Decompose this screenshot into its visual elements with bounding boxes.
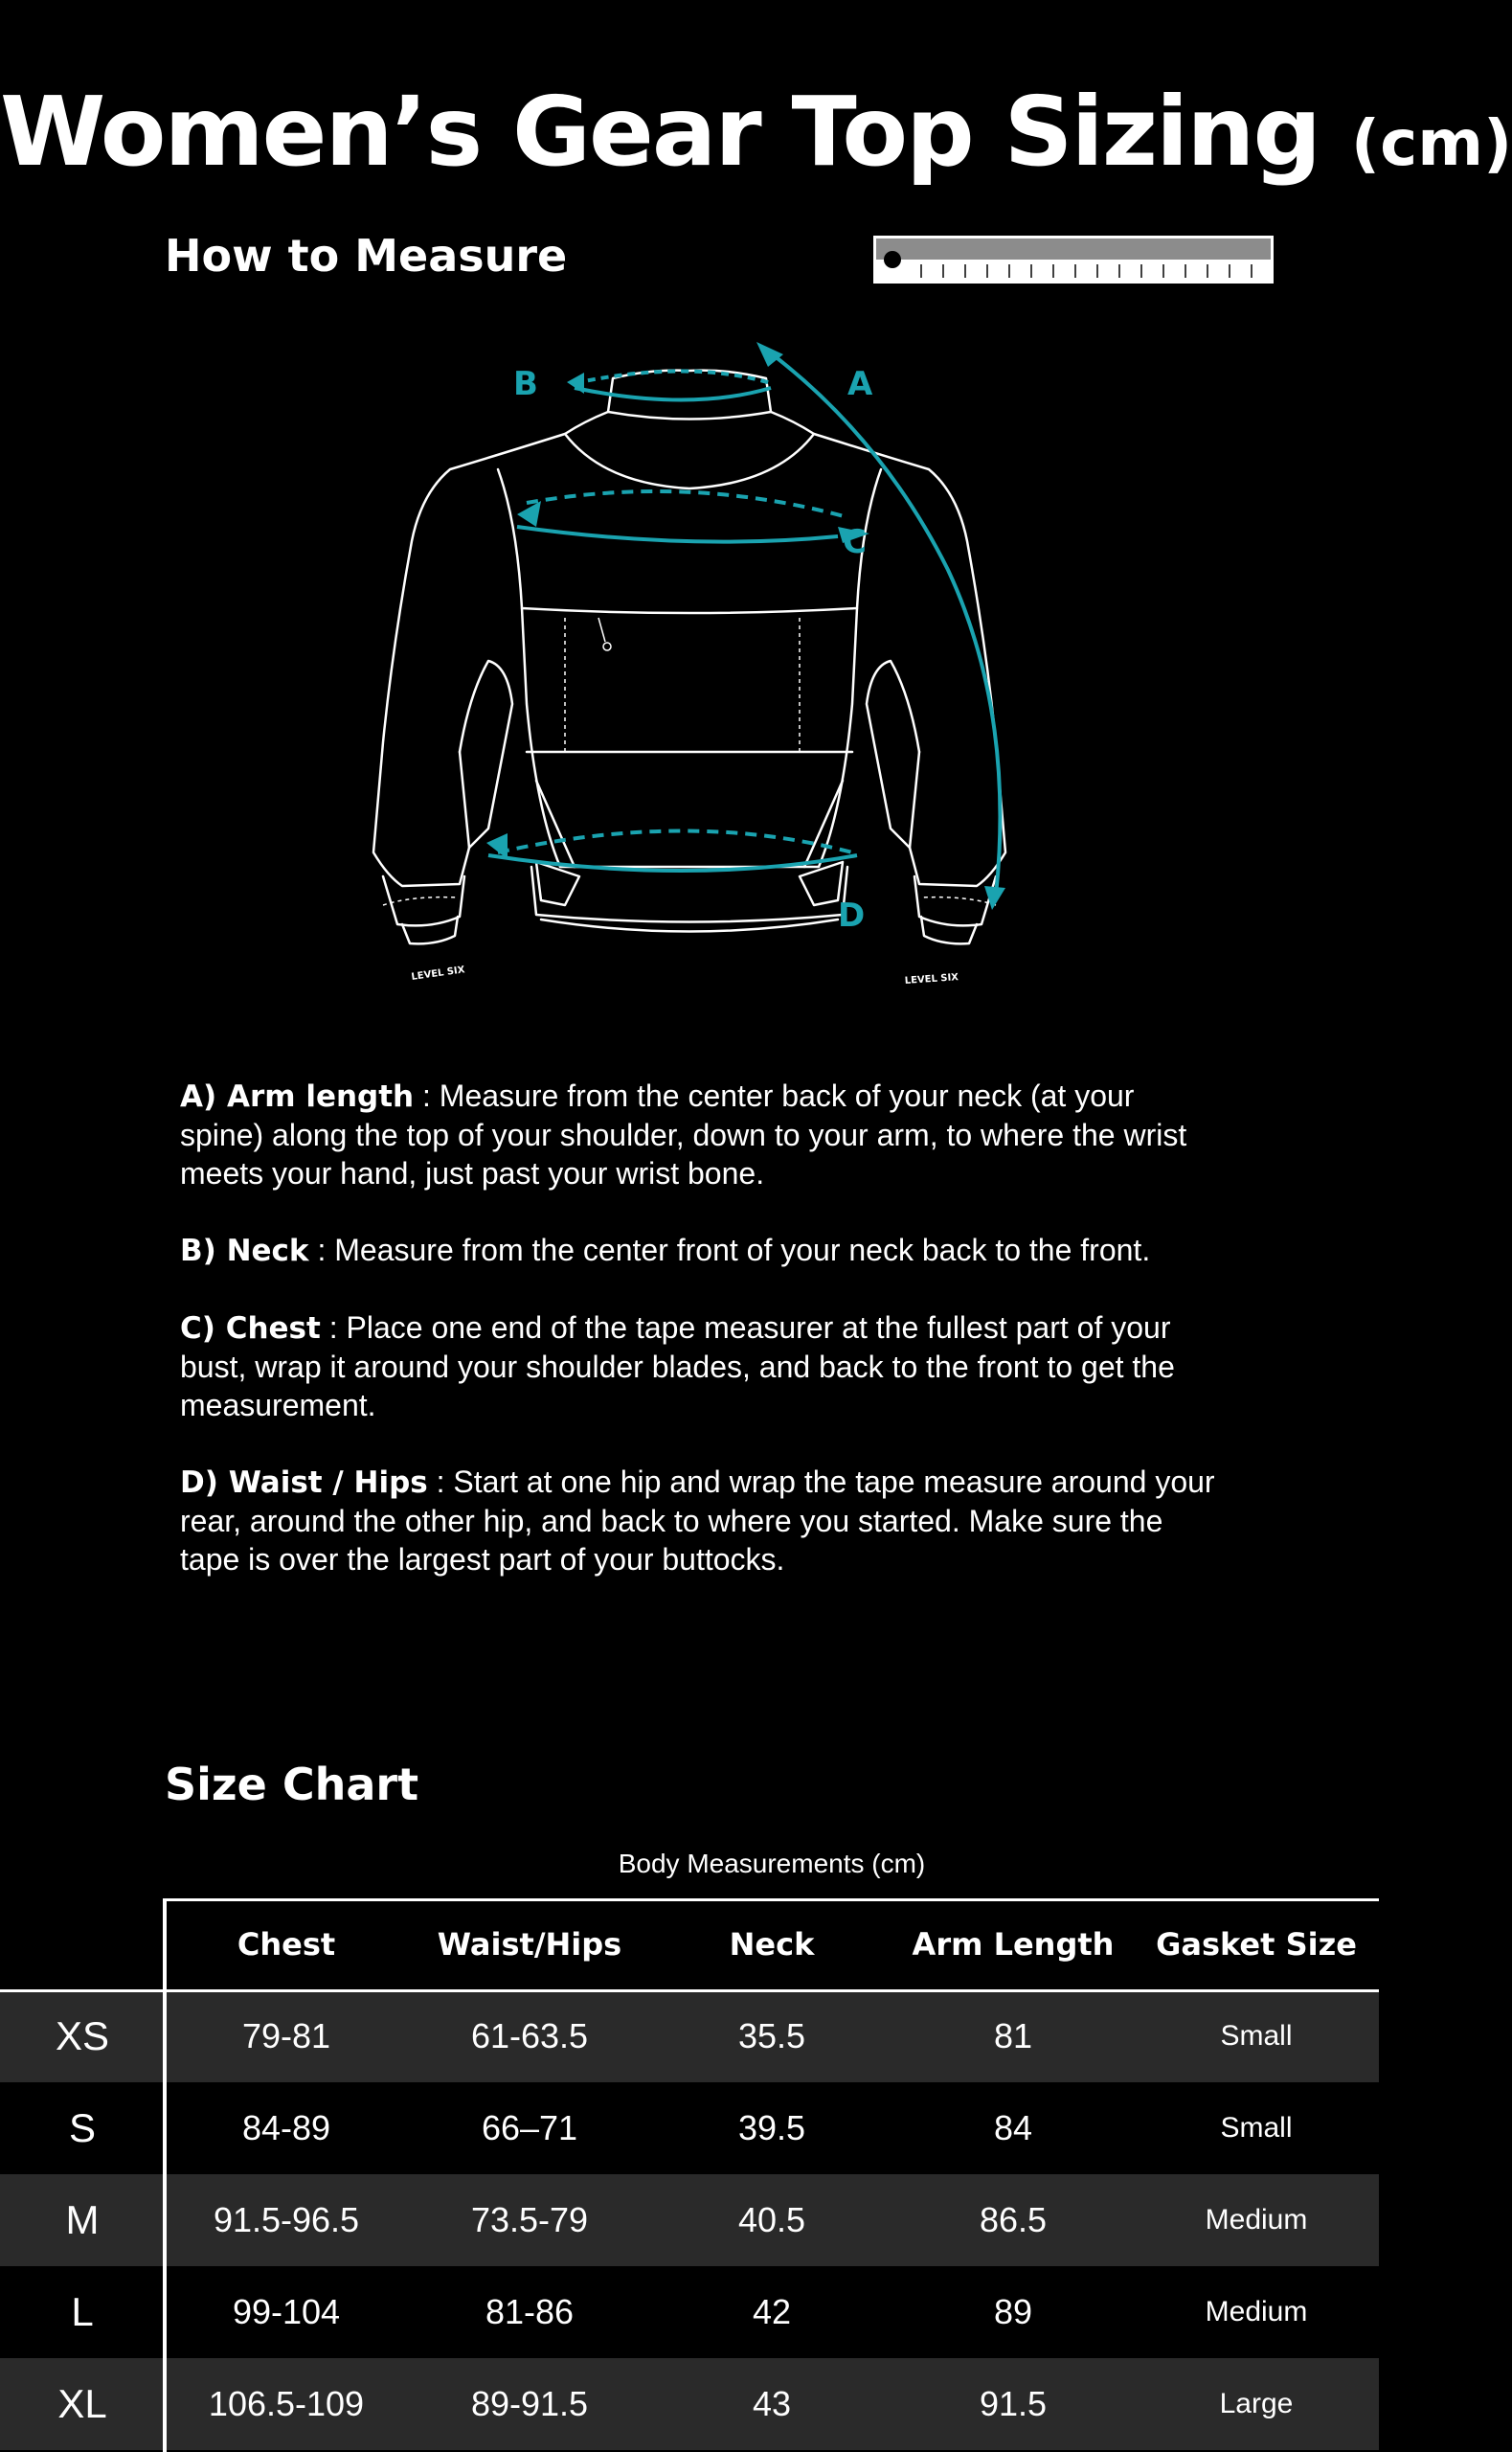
gasket-value: Small [1220,2112,1293,2144]
chest-value: 79-81 [241,2016,331,2055]
jacket-diagram [345,330,1034,1030]
table-header-row [0,1898,1379,1990]
waist-value: 66–71 [481,2108,578,2147]
table-row [0,2174,1379,2266]
tape-measure-icon [873,236,1274,284]
header-neck: Neck [729,1926,815,1963]
table-row [0,1990,1379,2082]
gasket-value: Small [1220,2020,1293,2052]
arm-value: 81 [993,2016,1033,2055]
chest-value: 84-89 [241,2108,331,2147]
header-arm: Arm Length [912,1926,1115,1963]
waist-value: 61-63.5 [470,2016,589,2055]
neck-value: 40.5 [737,2200,806,2239]
how-to-measure-heading: How to Measure [165,230,568,282]
label-a: A [847,365,873,403]
neck-value: 35.5 [737,2016,806,2055]
arm-arrow-top-icon [756,342,783,367]
header-gasket: Gasket Size [1156,1926,1357,1963]
size-chart-heading: Size Chart [165,1759,419,1810]
measure-instructions [180,1077,1224,1617]
chest-arrow-icon [517,501,541,527]
waist-value: 89-91.5 [470,2384,589,2423]
header-waist: Waist/Hips [437,1926,622,1963]
size-label: M [65,2197,100,2242]
waist-value: 81-86 [485,2292,575,2331]
arm-value: 91.5 [979,2384,1048,2423]
header-chest: Chest [237,1926,336,1963]
waist-value: 73.5-79 [470,2200,589,2239]
instruction-arm: A) Arm length : Measure from the center back of your neck (at your spine) along the top of your shoulder, down to your arm, to where the wrist meets your hand, just past your wrist bone. [180,1078,1187,1191]
neck-value: 42 [752,2292,792,2331]
size-label: S [68,2105,96,2150]
label-d: D [838,897,866,935]
neck-value: 43 [752,2384,792,2423]
instruction-waist: D) Waist / Hips : Start at one hip and wrap the tape measure around your rear, around the other hip, and back to where you started. Make sure the tape is over the largest part of your buttocks. [180,1464,1215,1577]
jacket-outline [373,371,1005,944]
measure-lines [488,350,1000,896]
table-row [0,2358,1379,2450]
table-caption: Body Measurements (cm) [618,1849,926,1878]
zipper-pull [598,618,611,650]
size-table [0,1898,1379,2450]
right-cuff-brand: LEVEL SIX [904,972,959,987]
jacket-stitching [383,618,996,905]
chest-value: 91.5-96.5 [213,2200,360,2239]
table-divider-top [163,1898,1379,1901]
label-b: B [513,365,538,403]
gasket-value: Large [1219,2388,1294,2419]
arm-value: 89 [993,2292,1033,2331]
table-divider-vertical [163,1898,167,2452]
label-c: C [843,523,867,561]
table-divider-header [0,1989,1379,1992]
title-main: Women’s Gear Top Sizing [0,76,1320,188]
gasket-value: Medium [1205,2204,1308,2236]
size-label: L [71,2289,94,2334]
chest-value: 99-104 [232,2292,341,2331]
instruction-neck: B) Neck : Measure from the center front of your neck back to the front. [180,1233,1151,1268]
arm-value: 84 [993,2108,1033,2147]
title-unit: (cm) [1350,106,1512,180]
arm-value: 86.5 [979,2200,1048,2239]
table-row [0,2266,1379,2358]
gasket-value: Medium [1205,2296,1308,2327]
page-title [0,76,1512,188]
neck-arrow-icon [567,373,584,394]
size-label: XS [55,2013,110,2058]
neck-value: 39.5 [737,2108,806,2147]
chest-value: 106.5-109 [208,2384,365,2423]
table-row [0,2082,1379,2174]
instruction-chest: C) Chest : Place one end of the tape measurer at the fullest part of your bust, wrap it around your shoulder blades, and back to the front to get the measurement. [180,1310,1175,1422]
left-cuff-brand: LEVEL SIX [410,965,466,983]
size-label: XL [57,2381,107,2426]
